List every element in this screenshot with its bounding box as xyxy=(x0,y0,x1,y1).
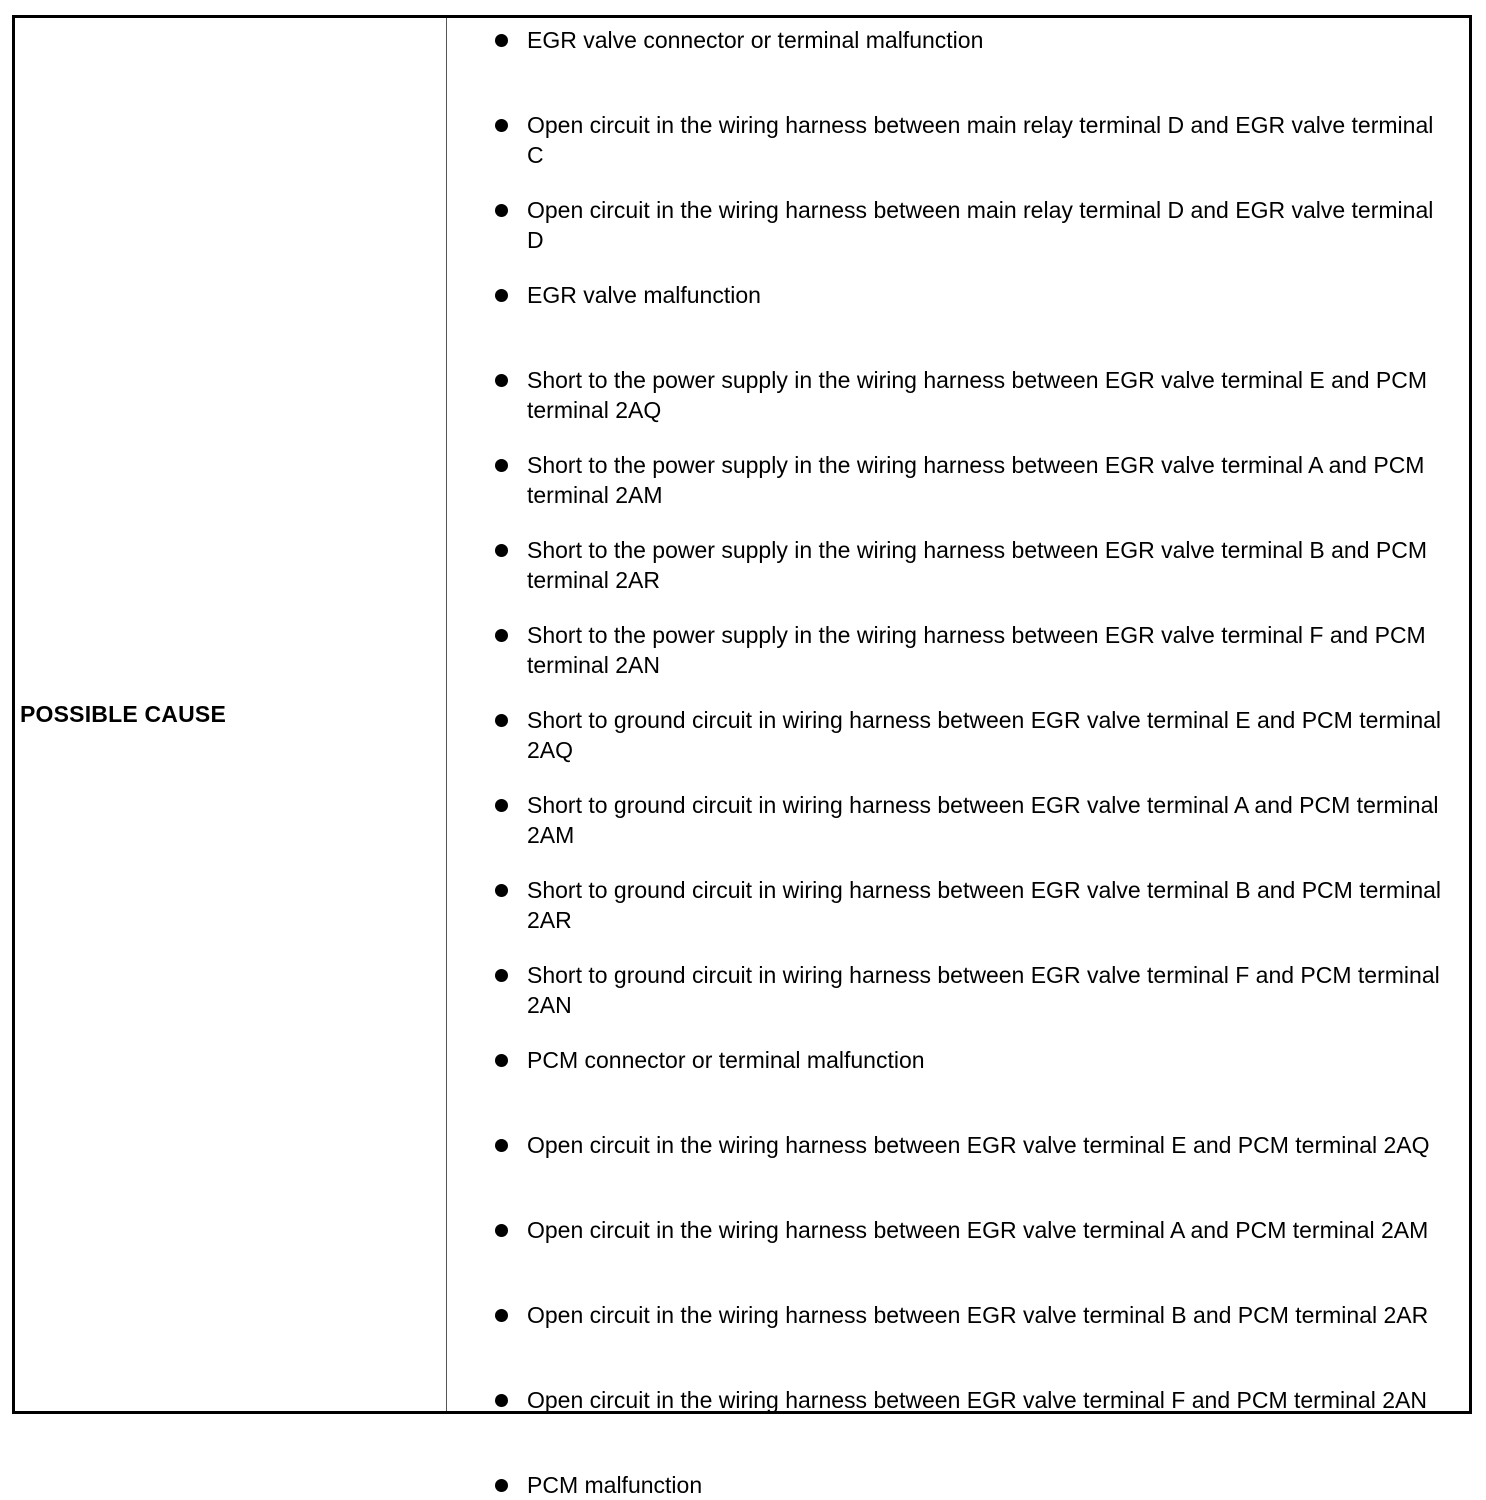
bullet-icon xyxy=(495,1394,508,1407)
cause-text: Short to ground circuit in wiring harness between EGR valve terminal A and PCM terminal 2AM xyxy=(527,792,1439,848)
cause-text: Short to the power supply in the wiring harness between EGR valve terminal A and PCM terminal 2AM xyxy=(527,452,1425,508)
bullet-icon xyxy=(495,1139,508,1152)
cause-item xyxy=(447,365,1449,425)
cause-text: Open circuit in the wiring harness between main relay terminal D and EGR valve terminal D xyxy=(527,197,1434,253)
bullet-icon xyxy=(495,374,508,387)
bullet-icon xyxy=(495,1309,508,1322)
cause-item xyxy=(447,705,1449,765)
bullet-icon xyxy=(495,629,508,642)
bullet-icon xyxy=(495,34,508,47)
label-cell xyxy=(15,18,447,1411)
bullet-icon xyxy=(495,544,508,557)
cause-item xyxy=(447,960,1449,1020)
cause-item xyxy=(447,620,1449,680)
cause-text: Open circuit in the wiring harness between EGR valve terminal F and PCM terminal 2AN xyxy=(527,1387,1427,1413)
bullet-icon xyxy=(495,799,508,812)
bullet-icon xyxy=(495,1224,508,1237)
cause-text: PCM connector or terminal malfunction xyxy=(527,1047,925,1073)
cause-item xyxy=(447,790,1449,850)
causes-cell xyxy=(447,18,1469,1498)
cause-text: Open circuit in the wiring harness between EGR valve terminal B and PCM terminal 2AR xyxy=(527,1302,1429,1328)
cause-text: Short to the power supply in the wiring harness between EGR valve terminal E and PCM terminal 2AQ xyxy=(527,367,1427,423)
cause-item xyxy=(447,1130,1449,1160)
cause-text: EGR valve malfunction xyxy=(527,282,761,308)
cause-item xyxy=(447,450,1449,510)
cause-item xyxy=(447,195,1449,255)
bullet-icon xyxy=(495,969,508,982)
cause-text: Open circuit in the wiring harness between EGR valve terminal A and PCM terminal 2AM xyxy=(527,1217,1429,1243)
cause-text: Short to the power supply in the wiring harness between EGR valve terminal B and PCM terminal 2AR xyxy=(527,537,1427,593)
bullet-icon xyxy=(495,1479,508,1492)
cause-item xyxy=(447,110,1449,170)
bullet-icon xyxy=(495,204,508,217)
bullet-icon xyxy=(495,884,508,897)
bullet-icon xyxy=(495,119,508,132)
cause-item xyxy=(447,1470,1449,1500)
bullet-icon xyxy=(495,459,508,472)
cause-text: Open circuit in the wiring harness between EGR valve terminal E and PCM terminal 2AQ xyxy=(527,1132,1430,1158)
cause-item xyxy=(447,280,1449,310)
possible-cause-table xyxy=(12,15,1472,1498)
cause-text: Open circuit in the wiring harness between main relay terminal D and EGR valve terminal C xyxy=(527,112,1434,168)
cause-item xyxy=(447,1215,1449,1245)
cause-item xyxy=(447,1300,1449,1330)
cause-item xyxy=(447,25,1449,55)
possible-cause-label: POSSIBLE CAUSE xyxy=(20,701,227,727)
bullet-icon xyxy=(495,714,508,727)
cause-text: Short to ground circuit in wiring harness between EGR valve terminal F and PCM terminal 2AN xyxy=(527,962,1440,1018)
cause-item xyxy=(447,535,1449,595)
cause-text: Short to ground circuit in wiring harness between EGR valve terminal E and PCM terminal 2AQ xyxy=(527,707,1442,763)
cause-text: PCM malfunction xyxy=(527,1472,703,1498)
cause-text: Short to ground circuit in wiring harness between EGR valve terminal B and PCM terminal 2AR xyxy=(527,877,1442,933)
bullet-icon xyxy=(495,289,508,302)
cause-item xyxy=(447,1385,1449,1415)
cause-item xyxy=(447,875,1449,935)
cause-text: Short to the power supply in the wiring harness between EGR valve terminal F and PCM terminal 2AN xyxy=(527,622,1426,678)
cause-item xyxy=(447,1045,1449,1075)
cause-text: EGR valve connector or terminal malfunction xyxy=(527,27,984,53)
bullet-icon xyxy=(495,1054,508,1067)
